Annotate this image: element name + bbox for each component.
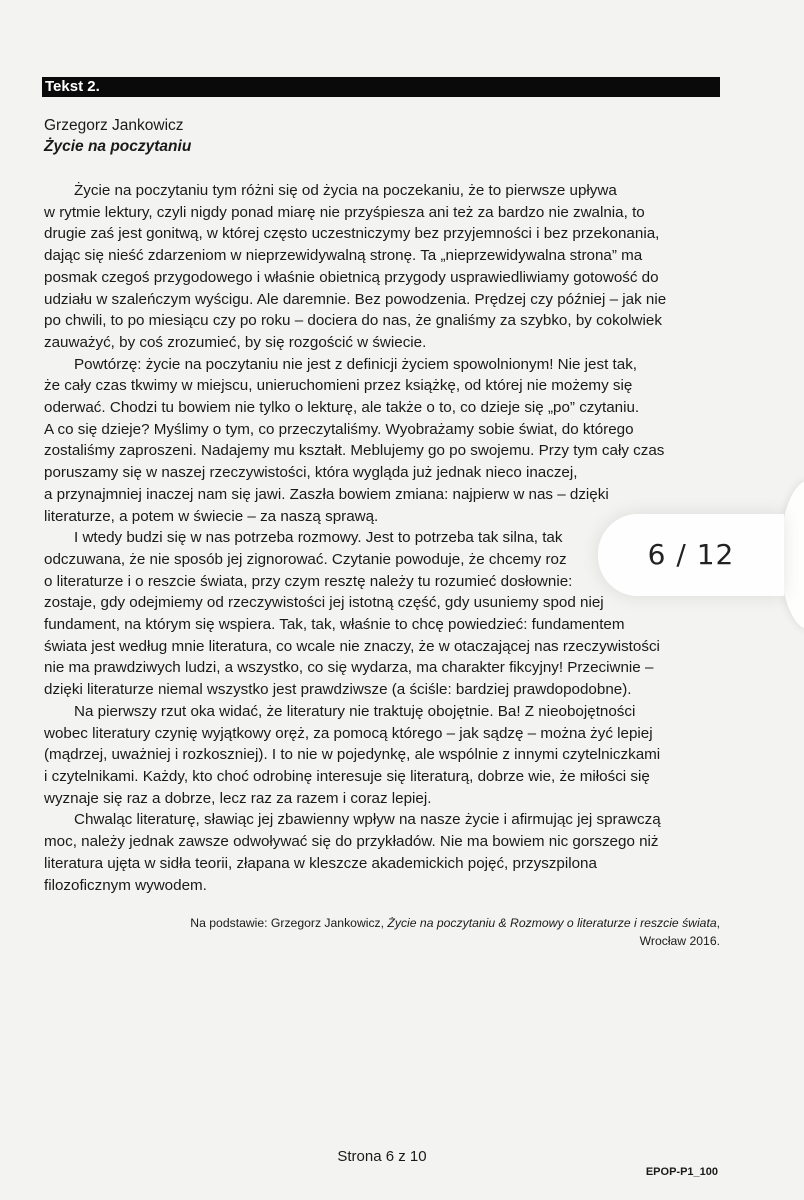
author-name: Grzegorz Jankowicz xyxy=(44,117,184,134)
text-header-bar xyxy=(42,77,720,97)
text-line: literatura ujęta w sidła teorii, złapana w kleszcze akademickich pojęć, przyszpilona xyxy=(44,854,597,872)
text-line: świata jest według mnie literatura, co wcale nie znaczy, że w otaczającej nas rzeczywistości xyxy=(44,637,660,655)
text-line: oderwać. Chodzi tu bowiem nie tylko o lekturę, ale także o to, co dzieje się „po” czytaniu. xyxy=(44,399,640,417)
text-line: posmak czegoś przygodowego i właśnie obietnicą przygody usprawiedliwiamy gotowość do xyxy=(44,268,659,286)
work-title: Życie na poczytaniu xyxy=(44,138,192,155)
text-line: drugie zaś jest gonitwą, w której często uczestniczymy bez przyjemności i bez przekonania, xyxy=(44,225,660,243)
text-line: moc, należy jednak zawsze odwoływać się do przykładów. Nie ma bowiem nic gorszego niż xyxy=(44,833,659,851)
text-line: Powtórzę: życie na poczytaniu nie jest z definicji życiem spowolnionym! Nie jest tak, xyxy=(74,355,638,373)
text-line: fundament, na którym się wspiera. Tak, tak, właśnie to chcę powiedzieć: fundamentem xyxy=(44,616,625,634)
text-line: o literaturze i o reszcie świata, przy czym resztę należy tu rozumieć dosłownie: xyxy=(44,572,573,590)
page-indicator: 6 / 12 xyxy=(598,514,784,596)
text-line: nie ma prawdziwych ludzi, a wszystko, co się wydarza, ma charakter fikcyjny! Przeciwnie – xyxy=(44,659,654,677)
text-number-label: Tekst 2. xyxy=(45,78,100,95)
exam-code: EPOP-P1_100 xyxy=(645,1166,718,1178)
paragraph xyxy=(44,701,724,810)
source-place-year: Wrocław 2016. xyxy=(639,934,720,948)
text-line: po chwili, to po miesiącu czy po roku – dociera do nas, że gnaliśmy za szybko, by cokolwiek xyxy=(44,312,662,330)
text-line: Chwaląc literaturę, sławiąc jej zbawienny wpływ na nasze życie i afirmując jej sprawczą xyxy=(74,811,661,829)
source-citation xyxy=(120,914,720,950)
text-line: (mądrzej, uważniej i rozkoszniej). I to nie w pojedynkę, ale wspólnie z innymi czytelniczkami xyxy=(44,746,661,764)
text-line: zauważyć, by coś zrozumieć, by się rozgościć w świecie. xyxy=(44,333,427,351)
text-line: dając się nieść zdarzeniom w nieprzewidywalną stronę. Ta „nieprzewidywalna strona” ma xyxy=(44,247,643,265)
text-line: wyznaje się raz a dobrze, lecz raz za razem i coraz lepiej. xyxy=(44,789,432,807)
source-book-title: Życie na poczytaniu & Rozmowy o literaturze i reszcie świata xyxy=(387,916,717,930)
text-line: że cały czas tkwimy w miejscu, unieruchomieni przez książkę, od której nie możemy się xyxy=(44,377,633,395)
text-line: udziału w szaleńczym wyścigu. Ale daremnie. Bez powodzenia. Prędzej czy później – jak nie xyxy=(44,290,667,308)
text-line: filozoficznym wywodem. xyxy=(44,876,207,894)
paragraph xyxy=(44,180,724,354)
text-line: w rytmie lektury, czyli nigdy ponad miarę nie przyśpiesza ani też za bardzo nie zwalnia, to xyxy=(44,203,645,221)
source-suffix: , xyxy=(716,916,720,930)
text-line: Na pierwszy rzut oka widać, że literatury nie traktuję obojętnie. Ba! Z nieobojętności xyxy=(74,702,636,720)
text-line: i czytelnikami. Każdy, kto choć odrobinę interesuje się literaturą, dobrze wie, że miłości się xyxy=(44,767,650,785)
paragraph xyxy=(44,354,724,528)
text-line: dzięki literaturze niemal wszystko jest prawdziwsze (a ściśle: bardziej prawdopodobne). xyxy=(44,681,632,699)
text-line: A co się dzieje? Myślimy o tym, co przeczytaliśmy. Wyobrażamy sobie świat, do którego xyxy=(44,420,634,438)
page-number: Strona 6 z 10 xyxy=(337,1148,427,1165)
text-line: literaturze, a potem w świecie – za naszą sprawą. xyxy=(44,507,379,525)
text-line: Życie na poczytaniu tym różni się od życia na poczekaniu, że to pierwsze upływa xyxy=(74,182,617,199)
text-line: I wtedy budzi się w nas potrzeba rozmowy. Jest to potrzeba tak silna, tak xyxy=(74,529,563,547)
text-line: odczuwana, że nie sposób jej zignorować. Czytanie powoduje, że chcemy roz xyxy=(44,550,567,568)
text-line: a przynajmniej inaczej nam się jawi. Zaszła bowiem zmiana: najpierw w nas – dzięki xyxy=(44,485,609,503)
text-line: wobec literatury czynię wyjątkowy oręż, za pomocą którego – jak sądzę – można żyć lepiej xyxy=(44,724,653,742)
paragraph xyxy=(44,809,724,896)
text-line: zostaje, gdy odejmiemy od rzeczywistości jej istotną część, gdy usuniemy spod niej xyxy=(44,594,604,612)
source-prefix: Na podstawie: Grzegorz Jankowicz, xyxy=(190,916,388,930)
text-line: poruszamy się w naszej rzeczywistości, która wygląda już jednak nieco inaczej, xyxy=(44,464,578,482)
text-line: zostaliśmy zaproszeni. Nadajemy mu kształt. Meblujemy go po swojemu. Przy tym cały czas xyxy=(44,442,665,460)
